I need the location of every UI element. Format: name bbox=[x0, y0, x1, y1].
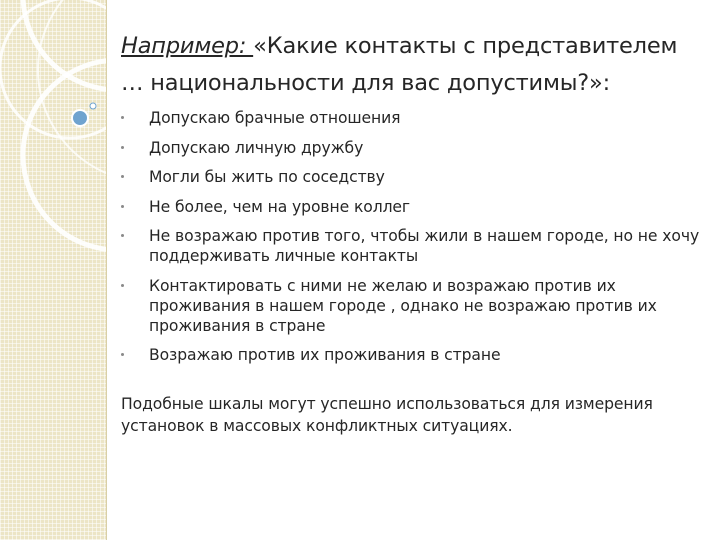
list-item-text: Не более, чем на уровне коллег bbox=[149, 197, 411, 216]
vertical-divider bbox=[106, 0, 107, 540]
decorative-circles-icon bbox=[0, 0, 106, 540]
footer-text: Подобные шкалы могут успешно использоваться для измерения установок в массовых конфликтных ситуациях. bbox=[121, 395, 653, 435]
bullet-dot-icon bbox=[121, 353, 124, 356]
list-item-text: Допускаю личную дружбу bbox=[149, 138, 364, 157]
list-item-text: Контактировать с ними не желаю и возражаю против их проживания в нашем городе , однако не возражаю против их проживания в стране bbox=[149, 276, 657, 335]
list-item bbox=[121, 276, 701, 336]
list-item bbox=[121, 197, 701, 217]
list-item-text: Могли бы жить по соседству bbox=[149, 168, 385, 186]
bullet-dot-icon bbox=[121, 116, 124, 119]
bullet-list bbox=[121, 108, 701, 365]
list-item-text: Возражаю против их проживания в стране bbox=[149, 346, 501, 364]
bullet-dot-icon bbox=[121, 146, 124, 149]
list-item bbox=[121, 167, 701, 187]
bullet-dot-icon bbox=[121, 284, 124, 287]
list-item bbox=[121, 345, 701, 365]
list-item-text: Не возражаю против того, чтобы жили в нашем городе, но не хочу поддерживать личные контакты bbox=[149, 227, 700, 265]
list-item bbox=[121, 108, 701, 128]
heading-lead: Например: bbox=[121, 33, 254, 59]
bullet-dot-icon bbox=[121, 234, 124, 237]
bullet-dot-icon bbox=[121, 175, 124, 178]
slide-content bbox=[121, 28, 701, 437]
list-item bbox=[121, 138, 701, 158]
decorative-side-panel bbox=[0, 0, 106, 540]
bullet-dot-icon bbox=[121, 205, 124, 208]
slide-heading bbox=[121, 28, 701, 102]
list-item bbox=[121, 226, 701, 266]
list-item-text: Допускаю брачные отношения bbox=[149, 109, 401, 127]
heading-question: «Какие контакты с представителем … национальности для вас допустимы?»: bbox=[121, 33, 678, 96]
